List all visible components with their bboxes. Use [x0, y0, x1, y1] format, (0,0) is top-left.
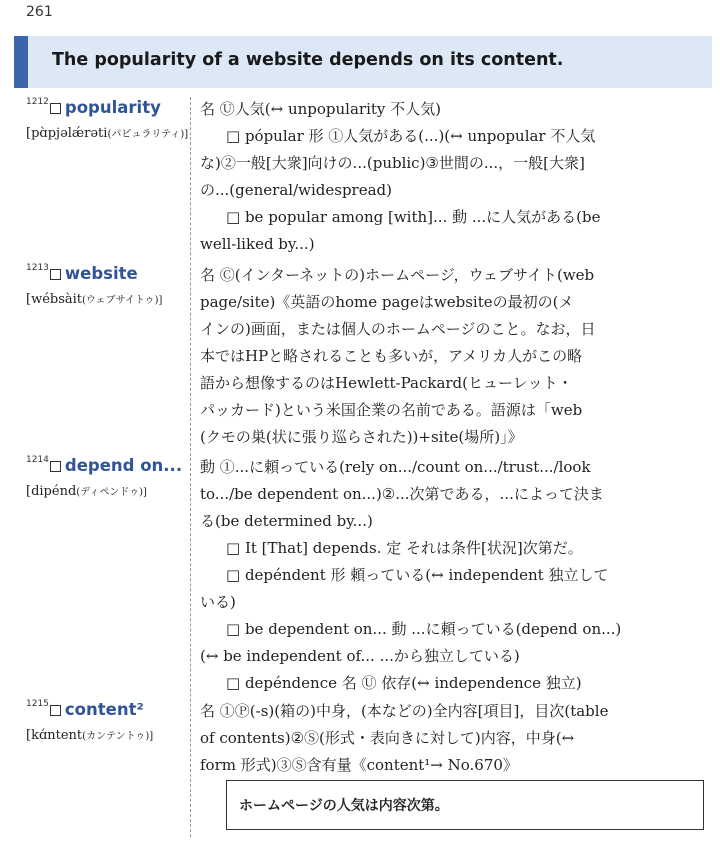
def-line: いる) — [200, 593, 236, 611]
def-line: well-liked by...) — [200, 235, 315, 253]
definition-content — [200, 698, 712, 779]
header-sentence: The popularity of a website depends on its content. — [52, 50, 564, 70]
pronunciation: [wébsàit(ウェブサイトゥ)] — [26, 292, 163, 307]
entry-number: 1214 — [26, 455, 49, 465]
def-line: □ be popular among [with]... 動 ...に人気がある(be — [226, 208, 601, 226]
def-line: インの)画面，または個人のホームページのこと。なお，日 — [200, 320, 596, 338]
checkbox-icon[interactable] — [50, 705, 61, 716]
pronunciation: [kɑ́ntent(カンテントゥ)] — [26, 728, 154, 743]
def-line: の...(general/widespread) — [200, 181, 392, 199]
checkbox-icon[interactable] — [50, 461, 61, 472]
definition-depend-on — [200, 454, 712, 697]
def-line: page/site)《英語のhome pageはwebsiteの最初の(メ — [200, 293, 574, 311]
entry-depend-on — [26, 456, 182, 499]
def-line: な)②一般[大衆]向けの...(public)③世間の...，一般[大衆] — [200, 154, 585, 172]
headword: popularity — [64, 98, 161, 117]
entry-number: 1215 — [26, 699, 49, 709]
headword: content² — [64, 700, 144, 719]
def-line: □ depéndence 名 Ⓤ 依存(↔ independence 独立) — [226, 674, 582, 692]
entry-website — [26, 264, 162, 307]
definition-website — [200, 262, 712, 451]
def-line: □ pópular 形 ①人気がある(...)(↔ unpopular 不人気 — [226, 127, 596, 145]
entry-content — [26, 700, 153, 743]
column-divider — [190, 97, 191, 837]
def-line: □ be dependent on... 動 ...に頼っている(depend on...) — [226, 620, 622, 638]
def-line: to.../be dependent on...)②...次第である，...によって決ま — [200, 485, 604, 503]
example-box — [226, 780, 704, 830]
headword: website — [64, 264, 138, 283]
header-banner — [14, 36, 712, 88]
entry-number: 1212 — [26, 97, 49, 107]
def-line: 本ではHPと略されることも多いが，アメリカ人がこの略 — [200, 347, 583, 365]
def-line: form 形式)③Ⓢ含有量《content¹→ No.670》 — [200, 756, 518, 774]
def-line: 名 Ⓒ(インターネットの)ホームページ，ウェブサイト(web — [200, 266, 595, 284]
def-line: (↔ be independent of... ...から独立している) — [200, 647, 520, 665]
def-line: of contents)②Ⓢ(形式・表向きに対して)内容，中身(↔ — [200, 729, 575, 747]
pronunciation: [dipénd(ディペンドゥ)] — [26, 484, 147, 499]
def-line: 動 ①...に頼っている(rely on.../count on.../trust.../look — [200, 458, 591, 476]
banner-accent-bar — [14, 36, 28, 88]
pronunciation: [pɑ̀pjəlǽrəti(パピュラリティ)] — [26, 126, 189, 141]
definition-popularity — [200, 96, 712, 258]
entry-number: 1213 — [26, 263, 49, 273]
example-translation: ホームページの人気は内容次第。 — [239, 798, 449, 814]
def-line: る(be determined by...) — [200, 512, 373, 530]
def-line: パッカード)という米国企業の名前である。語源は「web — [200, 401, 583, 419]
def-line: 名 ①Ⓟ(-s)(箱の)中身，(本などの)全内容[項目]，目次(table — [200, 702, 609, 720]
checkbox-icon[interactable] — [50, 269, 61, 280]
entry-popularity — [26, 98, 188, 141]
def-line: 語から想像するのはHewlett-Packard(ヒューレット・ — [200, 374, 573, 392]
page-number: 261 — [26, 4, 53, 20]
def-line: (クモの巣(状に張り巡らされた))+site(場所)」》 — [200, 428, 523, 446]
def-line: □ depéndent 形 頼っている(↔ independent 独立して — [226, 566, 609, 584]
def-line: 名 Ⓤ人気(↔ unpopularity 不人気) — [200, 100, 442, 118]
headword: depend on... — [64, 456, 183, 475]
def-line: □ It [That] depends. 定 それは条件[状況]次第だ。 — [226, 539, 583, 557]
checkbox-icon[interactable] — [50, 103, 61, 114]
